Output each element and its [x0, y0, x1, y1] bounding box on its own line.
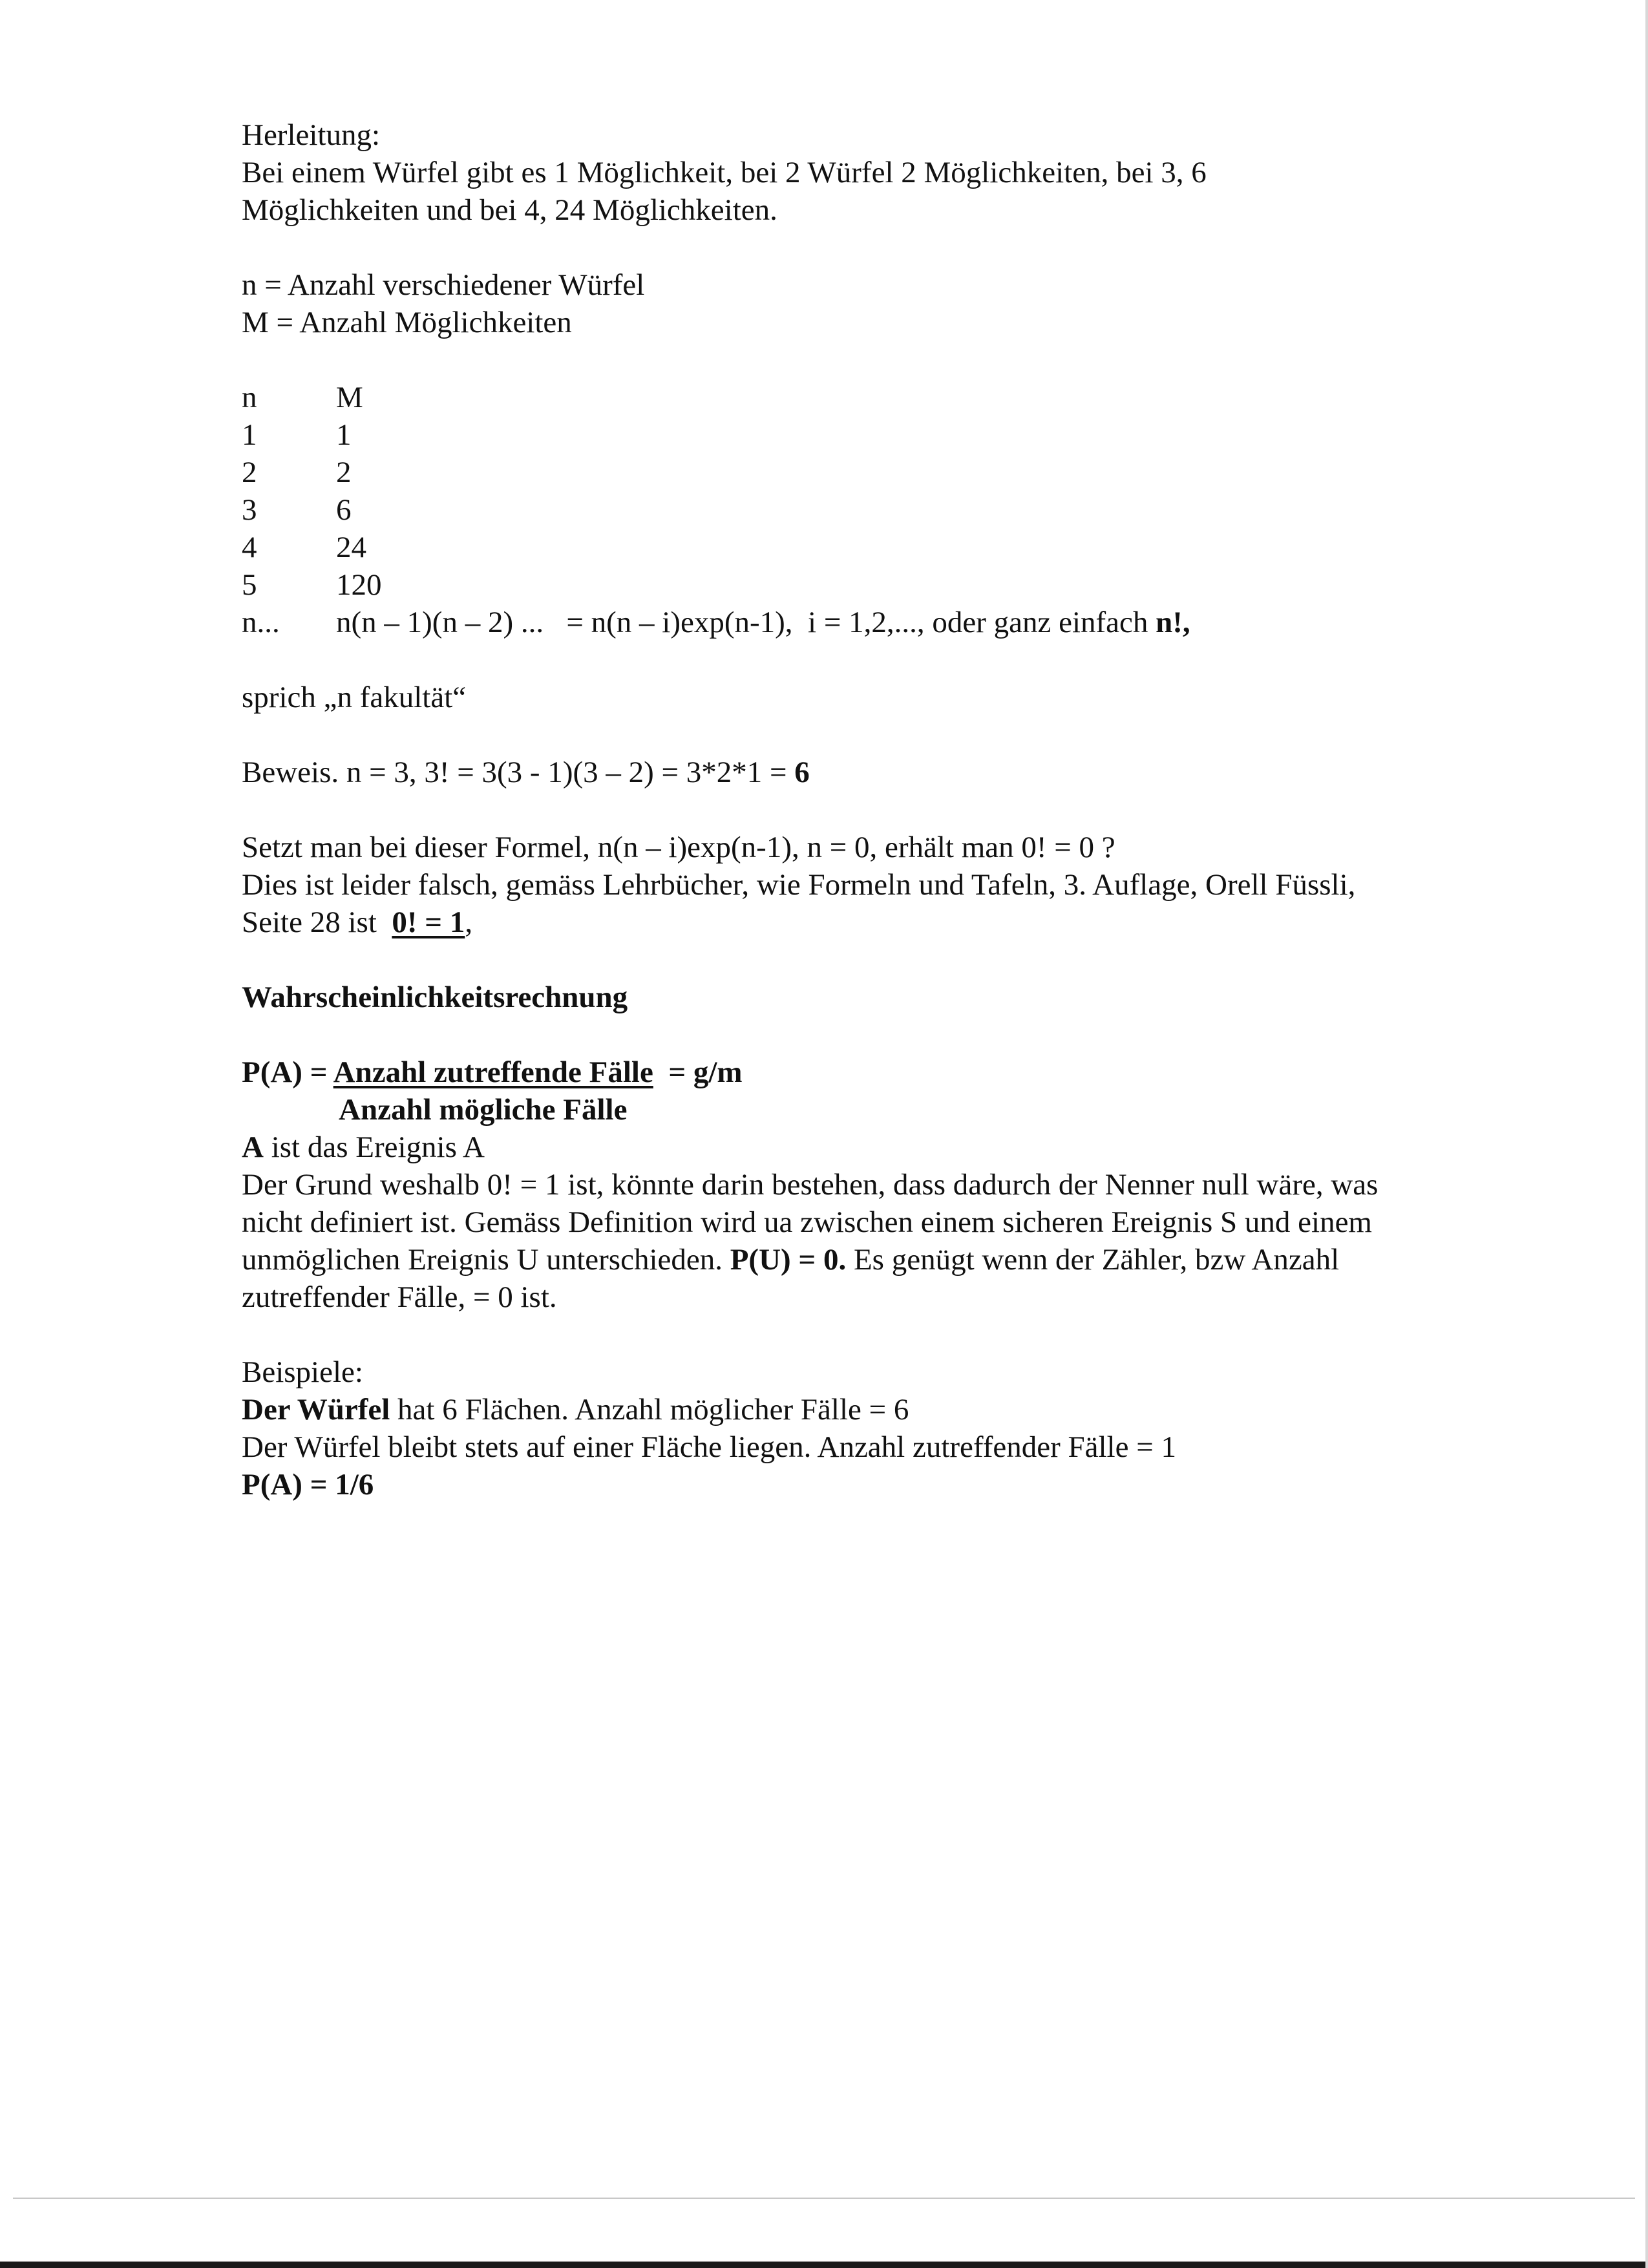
table-row-general [242, 604, 1521, 641]
table-header [242, 379, 1521, 416]
zero-factorial-result: 0! = 1 [392, 906, 465, 939]
formula-top-line [242, 1054, 1521, 1091]
heading-herleitung: Herleitung: [242, 118, 381, 152]
section-title: Wahrscheinlichkeitsrechnung [242, 980, 628, 1014]
grund-line-2: nicht definiert ist. Gemäss Definition wird ua zwischen einem sicheren Ereignis S und einem [242, 1205, 1372, 1239]
wuerfel-label: Der Würfel [242, 1393, 390, 1426]
impossible-event-formula: P(U) = 0. [730, 1243, 847, 1277]
grund-line-3 [242, 1241, 1521, 1278]
bleibt-line: Der Würfel bleibt stets auf einer Fläche liegen. Anzahl zutreffender Fälle = 1 [242, 1430, 1176, 1464]
ereignis-line [242, 1129, 1521, 1166]
probability-formula [242, 1054, 1521, 1129]
table-header-m: M [336, 381, 363, 414]
table-cell-n: 2 [242, 456, 257, 489]
definition-m: M = Anzahl Möglichkeiten [242, 306, 572, 339]
ereignis-text: ist das Ereignis A [263, 1130, 485, 1164]
table-header-n: n [242, 381, 257, 414]
intro-line-2: Möglichkeiten und bei 4, 24 Möglichkeiten. [242, 193, 777, 227]
formula-denominator: Anzahl mögliche Fälle [339, 1093, 628, 1127]
beweis-line [242, 754, 1521, 791]
beispiele-heading: Beispiele: [242, 1355, 363, 1389]
table-cell-m: 24 [336, 531, 366, 564]
grund-line-1: Der Grund weshalb 0! = 1 ist, könnte darin bestehen, dass dadurch der Nenner null wäre, was [242, 1168, 1379, 1202]
beweis-text: Beweis. n = 3, 3! = 3(3 - 1)(3 – 2) = 3*2*1 = [242, 756, 795, 789]
ereignis-symbol: A [242, 1130, 264, 1164]
document-body [242, 116, 1521, 1503]
grund-text-a: unmöglichen Ereignis U unterschieden. [242, 1243, 730, 1277]
seite-text: Seite 28 ist [242, 906, 392, 939]
intro-line-1: Bei einem Würfel gibt es 1 Möglichkeit, bei 2 Würfel 2 Möglichkeiten, bei 3, 6 [242, 156, 1207, 189]
seite-end: , [465, 906, 473, 939]
table-cell-m: 2 [336, 456, 352, 489]
dies-line: Dies ist leider falsch, gemäss Lehrbücher, wie Formeln und Tafeln, 3. Auflage, Orell Füssli, [242, 868, 1356, 902]
beweis-result: 6 [794, 756, 810, 789]
factorial-table [242, 379, 1521, 641]
table-cell-m: 1 [336, 418, 352, 452]
probability-result: P(A) = 1/6 [242, 1468, 374, 1501]
table-cell-n: 3 [242, 493, 257, 527]
scan-side-edge [1645, 0, 1648, 2268]
factorial-symbol: n!, [1156, 606, 1190, 639]
table-row [242, 491, 1521, 529]
seite-line [242, 904, 1521, 941]
table-row [242, 566, 1521, 604]
formula-numerator: Anzahl zutreffende Fälle [333, 1055, 653, 1089]
setzt-line: Setzt man bei dieser Formel, n(n – i)exp(n-1), n = 0, erhält man 0! = 0 ? [242, 831, 1115, 864]
wuerfel-line [242, 1391, 1521, 1428]
table-cell-m: 6 [336, 493, 352, 527]
definition-n: n = Anzahl verschiedener Würfel [242, 268, 645, 302]
table-cell-n: 4 [242, 531, 257, 564]
table-row [242, 529, 1521, 566]
table-row [242, 416, 1521, 454]
table-row [242, 454, 1521, 491]
table-cell-n: 1 [242, 418, 257, 452]
formula-lhs: P(A) = [242, 1055, 333, 1089]
table-cell-m: 120 [336, 568, 382, 602]
table-cell-formula [336, 604, 1190, 641]
scan-bottom-edge [0, 2262, 1648, 2268]
scan-rule-line [13, 2198, 1635, 2199]
grund-line-4: zutreffender Fälle, = 0 ist. [242, 1280, 557, 1314]
formula-rhs: = g/m [653, 1055, 743, 1089]
grund-text-c: Es genügt wenn der Zähler, bzw Anzahl [846, 1243, 1340, 1277]
table-cell-n-general: n... [242, 606, 280, 639]
general-formula-text: n(n – 1)(n – 2) ... = n(n – i)exp(n-1), i = 1,2,..., oder ganz einfach [336, 606, 1156, 639]
wuerfel-text: hat 6 Flächen. Anzahl möglicher Fälle = 6 [390, 1393, 909, 1426]
sprich-line: sprich „n fakultät“ [242, 681, 467, 714]
table-cell-n: 5 [242, 568, 257, 602]
